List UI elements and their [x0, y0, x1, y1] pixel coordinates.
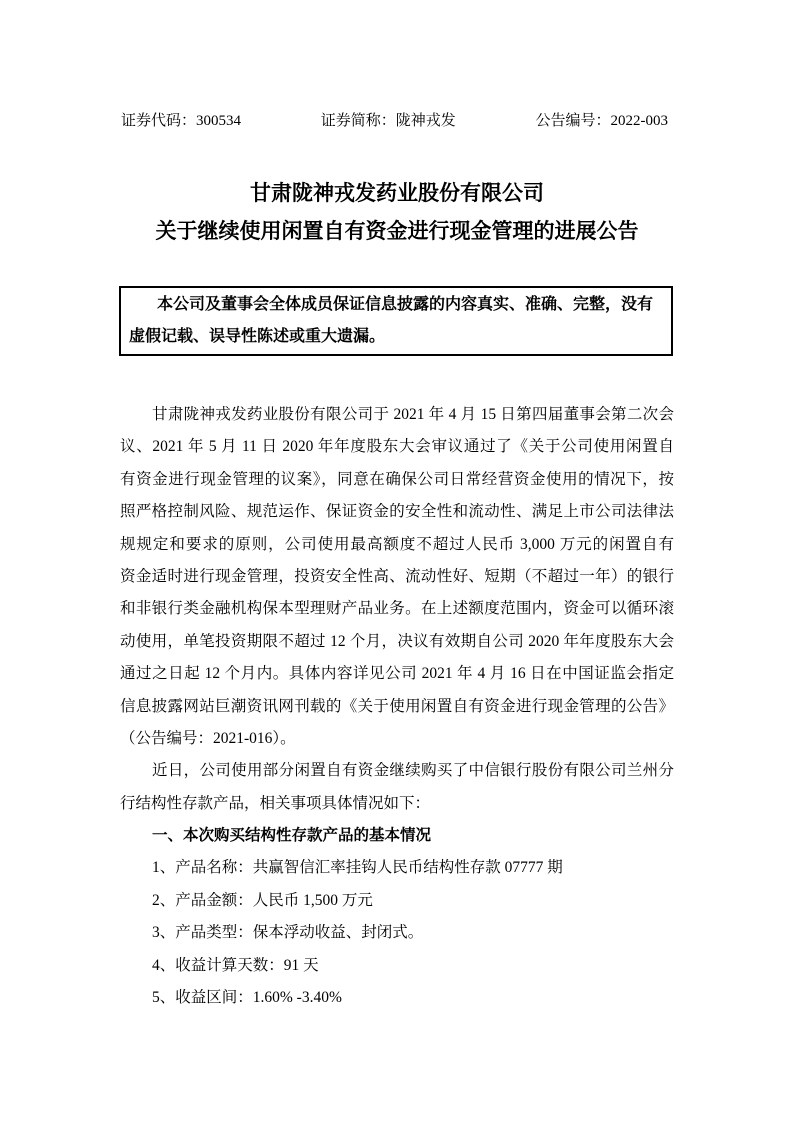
notice-line: 虚假记载、误导性陈述或重大遗漏。 — [129, 328, 386, 345]
paragraph-line: 动使用，单笔投资期限不超过 12 个月，决议有效期自公司 2020 年年度股东大会 — [120, 632, 674, 650]
stock-code: 证券代码：300534 — [121, 113, 242, 129]
document-body — [120, 399, 674, 1014]
section-heading: 一、本次购买结构性存款产品的基本情况 — [152, 827, 432, 845]
list-item: 4、收益计算天数：91 天 — [152, 956, 319, 974]
paragraph-line: 资金适时进行现金管理，投资安全性高、流动性好、短期（不超过一年）的银行 — [120, 567, 674, 585]
paragraph-line: 和非银行类金融机构保本型理财产品业务。在上述额度范围内，资金可以循环滚 — [120, 600, 674, 618]
paragraph-line: 照严格控制风险、规范运作、保证资金的安全性和流动性、满足上市公司法律法 — [120, 503, 674, 521]
company-name-title: 甘肃陇神戎发药业股份有限公司 — [250, 181, 544, 205]
list-item: 1、产品名称：共赢智信汇率挂钩人民币结构性存款 07777 期 — [152, 859, 563, 877]
stock-short-name: 证券简称：陇神戎发 — [320, 113, 456, 129]
paragraph-line: 通过之日起 12 个月内。具体内容详见公司 2021 年 4 月 16 日在中国证监会指定 — [120, 665, 674, 683]
document-title-block — [120, 174, 674, 250]
paragraph-line: 甘肃陇神戎发药业股份有限公司于 2021 年 4 月 15 日第四届董事会第二次会 — [152, 406, 674, 423]
paragraph-line: （公告编号：2021-016）。 — [120, 729, 296, 747]
list-item: 2、产品金额：人民币 1,500 万元 — [152, 891, 373, 909]
disclosure-notice-box — [119, 286, 673, 356]
list-item: 3、产品类型：保本浮动收益、封闭式。 — [152, 924, 424, 942]
paragraph-line: 信息披露网站巨潮资讯网刊载的《关于使用闲置自有资金进行现金管理的公告》 — [120, 697, 674, 715]
paragraph-line: 议、2021 年 5 月 11 日 2020 年年度股东大会审议通过了《关于公司使用闲置自 — [120, 438, 674, 456]
paragraph-line: 规规定和要求的原则，公司使用最高额度不超过人民币 3,000 万元的闲置自有 — [120, 535, 674, 553]
announcement-title: 关于继续使用闲置自有资金进行现金管理的进展公告 — [155, 219, 639, 243]
notice-line: 本公司及董事会全体成员保证信息披露的内容真实、准确、完整，没有 — [157, 296, 654, 313]
paragraph-line: 近日，公司使用部分闲置自有资金继续购买了中信银行股份有限公司兰州分 — [152, 762, 674, 780]
document-header-row — [121, 112, 668, 131]
list-item: 5、收益区间：1.60% -3.40% — [152, 989, 342, 1007]
paragraph-line: 有资金进行现金管理的议案》，同意在确保公司日常经营资金使用的情况下，按 — [120, 470, 674, 488]
paragraph-line: 行结构性存款产品，相关事项具体情况如下： — [120, 794, 431, 812]
announcement-number: 公告编号：2022-003 — [535, 113, 668, 129]
